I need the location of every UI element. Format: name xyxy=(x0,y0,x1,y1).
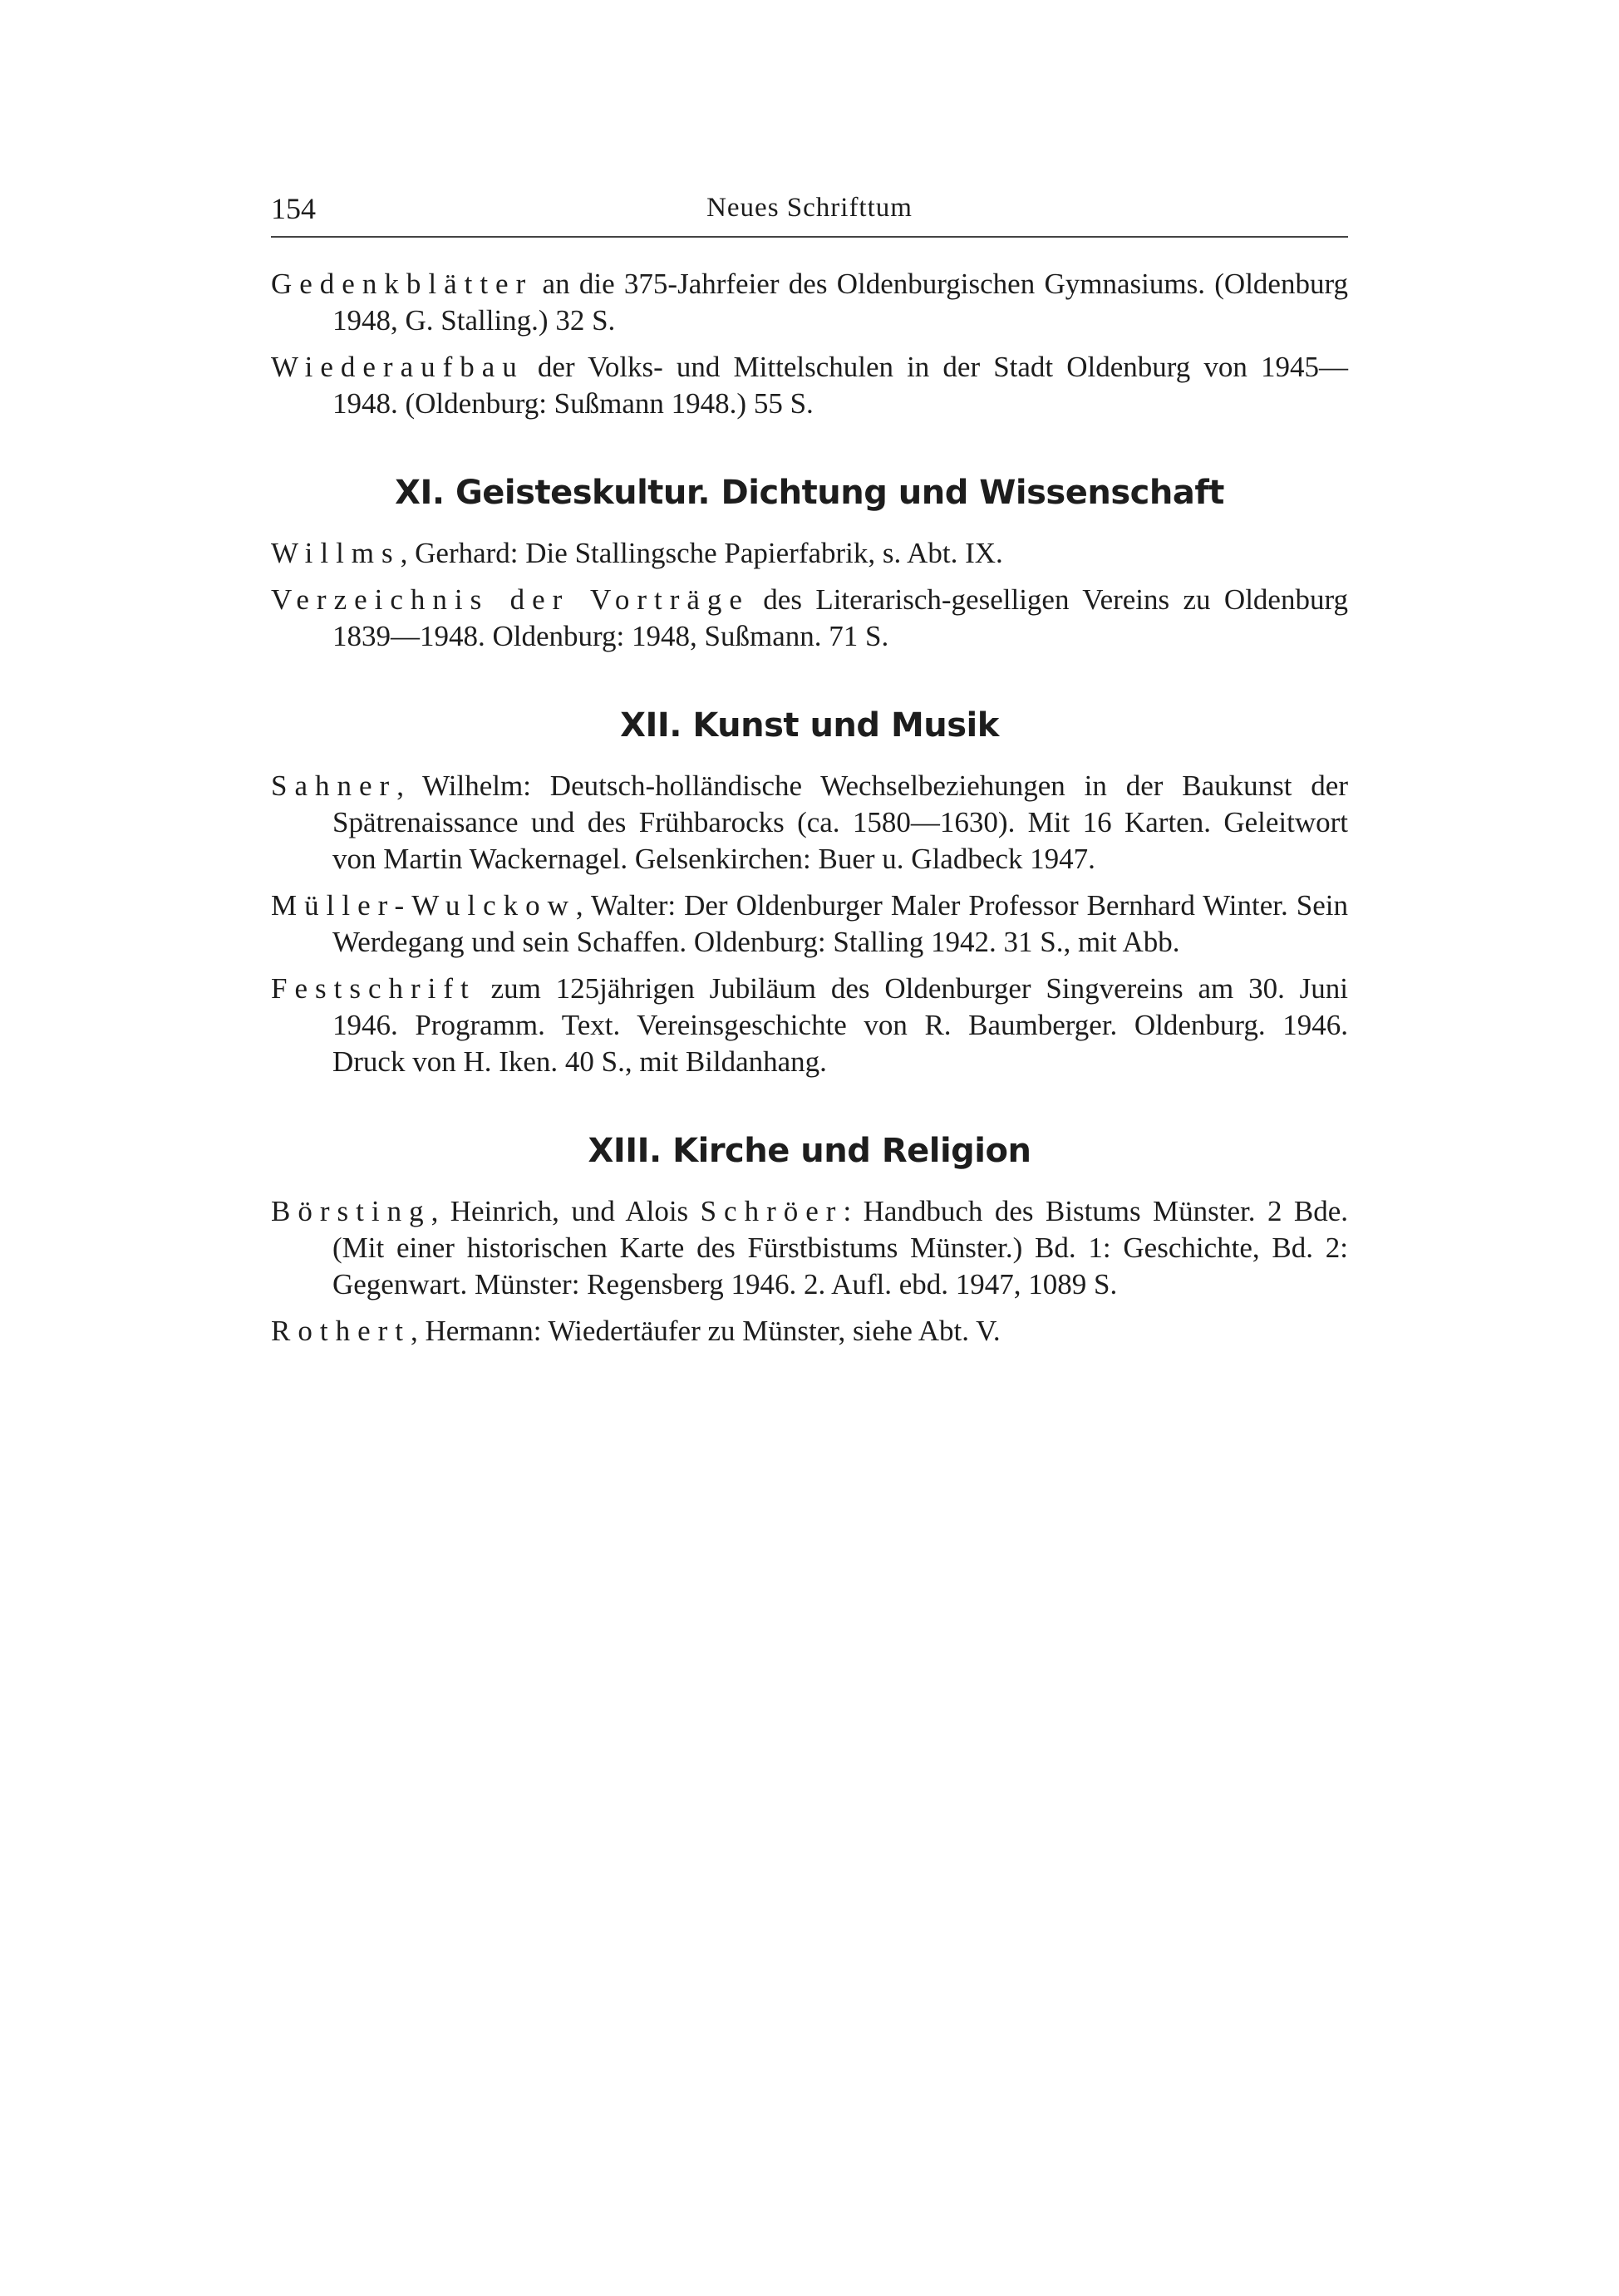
entry-mueller-wulckow xyxy=(271,887,1348,961)
entry-lead: Wiederaufbau xyxy=(271,351,524,383)
section-title-xi: XI. Geisteskultur. Dichtung und Wissenschaft xyxy=(395,474,1224,512)
section-title-xii: XII. Kunst und Musik xyxy=(620,706,999,745)
running-title: Neues Schrifttum xyxy=(706,193,913,223)
entry-festschrift xyxy=(271,971,1348,1080)
entry-text: , Heinrich, und Alois xyxy=(431,1195,701,1227)
entry-text: an die 375-Jahrfeier des Oldenburgischen Gymnasiums. (Oldenburg 1948, G. Stalling.) 32 S. xyxy=(332,268,1348,337)
page-number: 154 xyxy=(271,192,316,225)
entry-gedenkblaetter xyxy=(271,266,1348,339)
bibliography xyxy=(271,266,1348,1359)
entry-text: , Walter: Der Oldenburger Maler Professor Bernhard Winter. Sein Werdegang und sein Schaffen. Oldenburg: Stalling 1942. 31 S., mit Abb. xyxy=(332,889,1348,958)
entry-text: des Literarisch-geselligen Vereins zu Oldenburg 1839—1948. Oldenburg: 1948, Sußmann. 71 S. xyxy=(332,583,1348,652)
entry-text: zum 125jährigen Jubiläum des Oldenburger Singvereins am 30. Juni 1946. Programm. Text. Vereinsgeschichte von R. Baumberger. Oldenburg. 1946. Druck von H. Iken. 40 S., mit Bildanhang. xyxy=(332,972,1348,1078)
entry-lead: Gedenkblätter xyxy=(271,268,534,300)
entry-lead: Rothert xyxy=(271,1315,411,1347)
section-title-xiii: XIII. Kirche und Religion xyxy=(588,1132,1031,1170)
entry-lead: Sahner xyxy=(271,769,397,802)
entry-lead: Börsting xyxy=(271,1195,431,1227)
entry-text: , Gerhard: Die Stallingsche Papierfabrik, s. Abt. IX. xyxy=(400,537,1003,569)
running-head xyxy=(271,186,1348,238)
entry-lead: Müller-Wulckow xyxy=(271,889,576,922)
entry-text: , Wilhelm: Deutsch-holländische Wechselbeziehungen in der Baukunst der Spätrenaissance und des Frühbarocks (ca. 1580—1630). Mit 16 Karten. Geleitwort von Martin Wackernagel. Gelsenkirchen: Buer u. Gladbeck 1947. xyxy=(332,769,1348,875)
entry-verzeichnis xyxy=(271,582,1348,655)
entry-rothert xyxy=(271,1313,1348,1350)
entry-sahner xyxy=(271,768,1348,878)
entry-boersting xyxy=(271,1193,1348,1303)
entry-text: der Volks- und Mittelschulen in der Stadt Oldenburg von 1945—1948. (Oldenburg: Sußmann 1948.) 55 S. xyxy=(332,351,1348,420)
entry-lead-second-author: Schröer xyxy=(700,1195,844,1227)
entry-text: , Hermann: Wiedertäufer zu Münster, siehe Abt. V. xyxy=(410,1315,1001,1347)
entry-text: : Handbuch des Bistums Münster. 2 Bde. (Mit einer historischen Karte des Fürstbistums Münster.) Bd. 1: Geschichte, Bd. 2: Gegenwart. Münster: Regensberg 1946. 2. Aufl. ebd. 1947, 1089 S. xyxy=(332,1195,1348,1300)
entry-lead: Verzeichnis der Vorträge xyxy=(271,583,750,616)
entry-wiederaufbau xyxy=(271,349,1348,422)
entry-lead: Festschrift xyxy=(271,972,476,1005)
entry-willms xyxy=(271,535,1348,572)
entry-lead: Willms xyxy=(271,537,401,569)
